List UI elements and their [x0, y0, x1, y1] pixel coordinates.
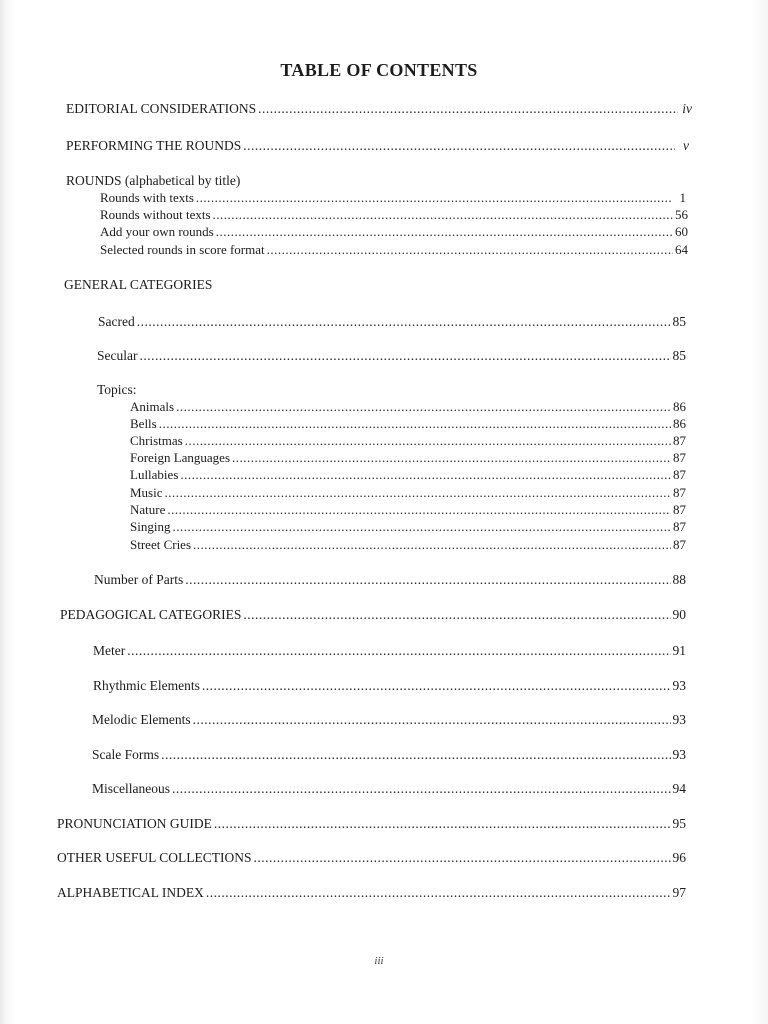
dot-leader — [216, 224, 673, 240]
dot-leader — [202, 677, 671, 694]
toc-label: Rounds with texts — [100, 190, 194, 205]
dot-leader — [137, 313, 671, 330]
toc-page: 86 — [673, 399, 686, 414]
toc-label: Add your own rounds — [100, 224, 214, 239]
toc-entry-foreign-languages — [130, 450, 686, 466]
toc-label: Melodic Elements — [92, 712, 191, 727]
dot-leader — [267, 242, 673, 258]
toc-label: Foreign Languages — [130, 450, 231, 465]
dot-leader — [243, 606, 670, 623]
dot-leader — [176, 399, 671, 415]
toc-label: Bells — [130, 416, 157, 431]
toc-page: 56 — [675, 207, 688, 222]
dot-leader — [161, 746, 670, 763]
toc-entry-singing — [130, 519, 686, 535]
dot-leader — [159, 416, 671, 432]
dot-leader — [193, 711, 671, 728]
toc-entry-scale-forms — [92, 746, 686, 763]
dot-leader — [185, 433, 671, 449]
toc-page: 88 — [672, 572, 686, 587]
dot-leader — [139, 347, 670, 364]
toc-entry-rhythmic-elements — [93, 677, 686, 694]
page-number: iii — [374, 955, 384, 967]
toc-page: 97 — [672, 885, 686, 900]
toc-entry-melodic-elements — [92, 711, 686, 728]
dot-leader — [232, 450, 671, 466]
toc-page: 90 — [672, 607, 686, 622]
toc-page: 60 — [675, 224, 688, 239]
toc-label: Nature — [130, 502, 166, 517]
dot-leader — [193, 537, 671, 553]
toc-page: 87 — [673, 467, 686, 482]
toc-label: Rounds without texts — [100, 207, 211, 222]
toc-heading-rounds: ROUNDS (alphabetical by title) — [66, 173, 241, 188]
toc-label: Rhythmic Elements — [93, 678, 200, 693]
toc-page: 87 — [673, 485, 686, 500]
toc-entry-secular — [97, 347, 686, 364]
toc-page: 85 — [672, 348, 686, 363]
toc-entry-animals — [130, 399, 686, 415]
toc-label: Street Cries — [130, 537, 192, 552]
dot-leader — [185, 571, 670, 588]
dot-leader — [196, 190, 672, 206]
toc-page: 91 — [672, 643, 686, 658]
toc-entry-pedagogical — [60, 606, 686, 623]
toc-label: Sacred — [98, 314, 135, 329]
toc-entry-rounds-with-texts — [100, 190, 686, 206]
toc-page: 94 — [672, 781, 686, 796]
toc-page: 87 — [673, 450, 686, 465]
toc-entry-street-cries — [130, 537, 686, 553]
toc-label: Secular — [97, 348, 138, 363]
toc-page: 64 — [675, 242, 688, 257]
dot-leader — [172, 519, 671, 535]
page-title: TABLE OF CONTENTS — [280, 60, 478, 80]
toc-entry-bells — [130, 416, 686, 432]
toc-page: 85 — [672, 314, 686, 329]
toc-label: PERFORMING THE ROUNDS — [66, 138, 242, 153]
toc-label: Selected rounds in score format — [100, 242, 265, 257]
toc-page: 87 — [673, 519, 686, 534]
toc-page: 87 — [673, 433, 686, 448]
toc-label: Animals — [130, 399, 175, 414]
toc-page: 93 — [672, 747, 686, 762]
toc-label: Scale Forms — [92, 747, 160, 762]
toc-entry-add-your-own — [100, 224, 688, 240]
toc-entry-christmas — [130, 433, 686, 449]
toc-label: ALPHABETICAL INDEX — [57, 885, 204, 900]
toc-entry-sacred — [98, 313, 686, 330]
dot-leader — [214, 815, 671, 832]
toc-label: PRONUNCIATION GUIDE — [57, 816, 212, 831]
toc-page: 95 — [672, 816, 686, 831]
toc-entry-meter — [93, 642, 686, 659]
toc-entry-performing — [66, 137, 689, 154]
toc-page: v — [683, 138, 689, 153]
toc-label: Meter — [93, 643, 126, 658]
toc-label: Singing — [130, 519, 171, 534]
dot-leader — [180, 467, 671, 483]
dot-leader — [206, 884, 671, 901]
toc-label: OTHER USEFUL COLLECTIONS — [57, 850, 252, 865]
toc-entry-editorial — [66, 100, 692, 117]
toc-label: Number of Parts — [94, 572, 184, 587]
dot-leader — [213, 207, 673, 223]
toc-entry-nature — [130, 502, 686, 518]
dot-leader — [254, 849, 671, 866]
toc-entry-score-format — [100, 242, 688, 258]
toc-entry-rounds-without-texts — [100, 207, 688, 223]
toc-entry-lullabies — [130, 467, 686, 483]
toc-label: Christmas — [130, 433, 183, 448]
toc-heading-topics: Topics: — [97, 382, 137, 397]
dot-leader — [167, 502, 671, 518]
toc-page: 86 — [673, 416, 686, 431]
toc-entry-music — [130, 485, 686, 501]
toc-heading-general: GENERAL CATEGORIES — [64, 277, 213, 292]
toc-page: 1 — [679, 190, 686, 205]
toc-label: EDITORIAL CONSIDERATIONS — [66, 101, 257, 116]
toc-entry-number-of-parts — [94, 571, 686, 588]
dot-leader — [172, 780, 671, 797]
toc-entry-miscellaneous — [92, 780, 686, 797]
dot-leader — [127, 642, 670, 659]
dot-leader — [165, 485, 672, 501]
toc-page: 96 — [672, 850, 686, 865]
toc-page: iv — [682, 101, 692, 116]
toc-label: Music — [130, 485, 163, 500]
toc-page: 87 — [673, 537, 686, 552]
toc-page: 87 — [673, 502, 686, 517]
dot-leader — [258, 100, 678, 117]
toc-entry-collections — [57, 849, 686, 866]
toc-page: 93 — [672, 712, 686, 727]
toc-entry-pronunciation — [57, 815, 686, 832]
dot-leader — [243, 137, 675, 154]
toc-label: PEDAGOGICAL CATEGORIES — [60, 607, 242, 622]
toc-entry-index — [57, 884, 686, 901]
toc-label: Miscellaneous — [92, 781, 170, 796]
toc-label: Lullabies — [130, 467, 179, 482]
toc-page: 93 — [672, 678, 686, 693]
